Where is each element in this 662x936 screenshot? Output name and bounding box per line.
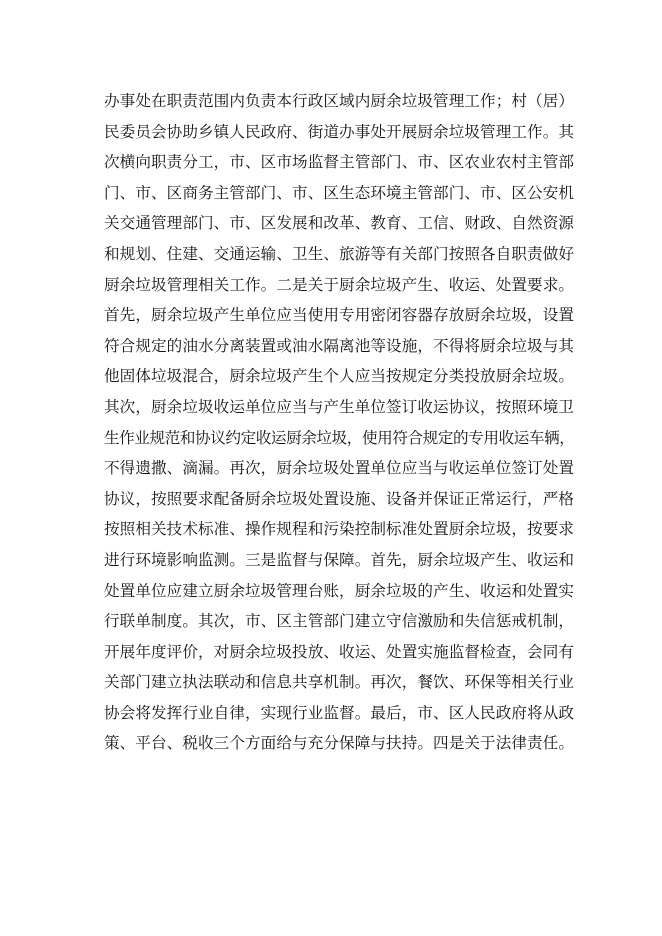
body-text [104, 86, 574, 759]
text-line: 策、平台、税收三个方面给与充分保障与扶持。四是关于法律责任。 [104, 734, 574, 753]
text-line: 行联单制度。其次，市、区主管部门建立守信激励和失信惩戒机制， [104, 612, 574, 631]
text-line: 厨余垃圾管理相关工作。二是关于厨余垃圾产生、收运、处置要求。 [104, 275, 574, 294]
text-line: 门、市、区商务主管部门、市、区生态环境主管部门、市、区公安机 [104, 183, 574, 202]
text-line: 进行环境影响监测。三是监督与保障。首先，厨余垃圾产生、收运和 [104, 550, 574, 569]
text-line: 次横向职责分工，市、区市场监督主管部门、市、区农业农村主管部 [104, 153, 574, 172]
text-line: 关交通管理部门、市、区发展和改革、教育、工信、财政、自然资源 [104, 214, 574, 233]
text-line: 其次，厨余垃圾收运单位应当与产生单位签订收运协议，按照环境卫 [104, 397, 574, 416]
text-line: 协会将发挥行业自律，实现行业监督。最后，市、区人民政府将从政 [104, 703, 574, 722]
text-line: 不得遗撒、滴漏。再次，厨余垃圾处置单位应当与收运单位签订处置 [104, 459, 574, 478]
text-line: 民委员会协助乡镇人民政府、街道办事处开展厨余垃圾管理工作。其 [104, 122, 574, 141]
text-line: 处置单位应建立厨余垃圾管理台账，厨余垃圾的产生、收运和处置实 [104, 581, 574, 600]
text-line: 协议，按照要求配备厨余垃圾处置设施、设备并保证正常运行，严格 [104, 489, 574, 508]
text-line: 关部门建立执法联动和信息共享机制。再次，餐饮、环保等相关行业 [104, 673, 574, 692]
text-line: 按照相关技术标准、操作规程和污染控制标准处置厨余垃圾，按要求 [104, 520, 574, 539]
text-line: 首先，厨余垃圾产生单位应当使用专用密闭容器存放厨余垃圾，设置 [104, 306, 574, 325]
text-line: 和规划、住建、交通运输、卫生、旅游等有关部门按照各自职责做好 [104, 244, 574, 263]
text-line: 他固体垃圾混合，厨余垃圾产生个人应当按规定分类投放厨余垃圾。 [104, 367, 574, 386]
text-line: 生作业规范和协议约定收运厨余垃圾，使用符合规定的专用收运车辆， [104, 428, 575, 447]
text-line: 办事处在职责范围内负责本行政区域内厨余垃圾管理工作；村（居） [104, 92, 574, 110]
text-line: 开展年度评价，对厨余垃圾投放、收运、处置实施监督检查，会同有 [104, 642, 574, 661]
text-line: 符合规定的油水分离装置或油水隔离池等设施，不得将厨余垃圾与其 [104, 336, 574, 355]
